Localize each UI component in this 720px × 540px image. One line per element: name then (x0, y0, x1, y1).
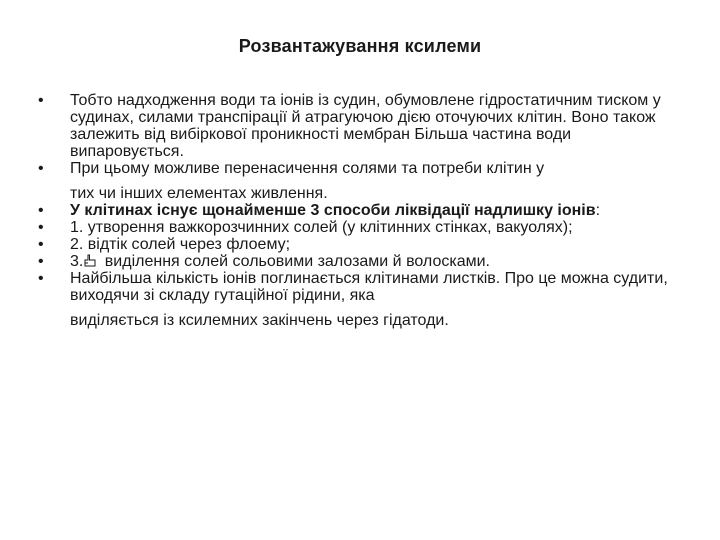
list-item-text: Найбільша кількість іонів поглинається клітинами листків. Про це можна судити, виходячи зі складу гутаційної рідини, яка (70, 270, 668, 304)
pointing-hand-icon (84, 254, 97, 267)
bullet-marker: • (38, 160, 44, 177)
bullet-marker: • (38, 219, 44, 236)
list-item-text: Тобто надходження води та іонів із судин, обумовлене гідростатичним тиском у судинах, силами транспірації й атрагуючою дією оточуючих клітин. Воно також залежить від вибіркової проникності мембран Більша частина води випаровується. (70, 92, 661, 160)
list-item (36, 202, 686, 219)
list-item (36, 160, 686, 202)
list-item (36, 92, 686, 160)
list-item-text: 1. утворення важкорозчинних солей (у клітинних стінках, вакуолях); (70, 219, 573, 236)
list-item-text-continuation: виділяється із ксилемних закінчень через гідатоди. (70, 312, 449, 329)
list-item-prefix: 3. (70, 253, 84, 270)
list-item (36, 270, 686, 329)
list-item-text: виділення солей сольовими залозами й волосками. (100, 253, 490, 270)
list-item-text: При цьому можливе перенасичення солями та потреби клітин у (70, 160, 545, 177)
list-item-text: 2. відтік солей через флоему; (70, 236, 291, 253)
bullet-marker: • (38, 92, 44, 109)
list-item (36, 236, 686, 253)
list-item-bold-text: У клітинах існує щонайменше 3 способи ліквідації надлишку іонів (70, 202, 596, 219)
bullet-marker: • (38, 202, 44, 219)
slide-title: Розвантажування ксилеми (238, 36, 482, 56)
list-item (36, 219, 686, 236)
list-item-text-continuation: тих чи інших елементах живлення. (70, 185, 328, 202)
bullet-marker: • (38, 236, 44, 253)
list-item-suffix: : (595, 202, 601, 219)
bullet-marker: • (38, 270, 44, 287)
list-item (36, 253, 686, 270)
bullet-marker: • (38, 253, 44, 270)
bullet-list (36, 92, 686, 329)
